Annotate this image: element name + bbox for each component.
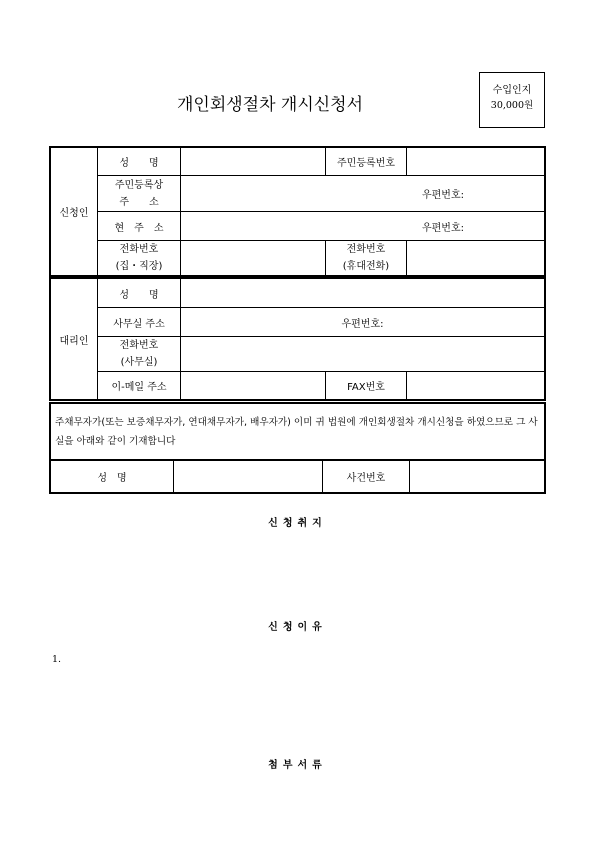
section-reason-heading: 신청이유: [268, 622, 327, 633]
applicant-name-field[interactable]: [181, 148, 326, 176]
agent-email-label: 이-메일 주소: [98, 372, 181, 400]
applicant-table: [50, 147, 545, 276]
statement-name-field[interactable]: [174, 461, 323, 493]
statement-table: [50, 403, 545, 460]
applicant-reg-addr-label: [98, 176, 181, 212]
reason-item-number: 1.: [52, 654, 62, 665]
agent-table: [50, 278, 545, 400]
applicant-reg-addr-field[interactable]: [181, 176, 545, 212]
agent-group-label: 대리인: [51, 279, 98, 400]
agent-email-field[interactable]: [181, 372, 326, 400]
applicant-reg-addr-label-line1: 주민등록상: [114, 179, 164, 191]
page-title: 개인회생절차 개시신청서: [176, 95, 364, 115]
applicant-cur-addr-label: 현 주 소: [98, 212, 181, 241]
section-attachments-heading: 첨부서류: [268, 760, 327, 771]
applicant-rrn-label: 주민등록번호: [326, 148, 407, 176]
applicant-reg-addr-label-line2: 주 소: [119, 196, 159, 208]
stamp-amount: 30,000원: [490, 100, 534, 111]
applicant-mobile-label-line2: (휴대전화): [342, 261, 390, 272]
agent-phone-label-line2: (사무실): [120, 357, 158, 368]
section-purpose-heading: 신청취지: [268, 518, 327, 529]
agent-phone-field[interactable]: [181, 337, 545, 372]
agent-office-addr-field[interactable]: [181, 308, 545, 337]
applicant-cur-addr-field[interactable]: [181, 212, 545, 241]
statement-name-label: 성 명: [51, 461, 174, 493]
agent-name-label: 성 명: [98, 279, 181, 308]
agent-name-field[interactable]: [181, 279, 545, 308]
statement-case-field[interactable]: [410, 461, 545, 493]
agent-phone-label-line1: 전화번호: [119, 340, 159, 351]
applicant-phone-field[interactable]: [181, 241, 326, 276]
agent-zip-label: 우편번호:: [341, 318, 384, 330]
applicant-mobile-label-line1: 전화번호: [346, 244, 386, 255]
applicant-phone-label-line1: 전화번호: [119, 244, 159, 255]
agent-office-addr-label: 사무실 주소: [98, 308, 181, 337]
statement-text: 주채무자가(또는 보증채무자가, 연대채무자가, 배우자가) 이미 귀 법원에 개인회생절차 개시신청을 하였으므로 그 사실을 아래와 같이 기재합니다: [51, 404, 545, 460]
applicant-phone-label: [98, 241, 181, 276]
stamp-label: 수입인지: [492, 85, 532, 96]
applicant-zip-label-1: 우편번호:: [421, 190, 464, 201]
case-info-table: [50, 460, 545, 493]
applicant-phone-label-line2: (집・직장): [115, 261, 163, 272]
applicant-zip-label-2: 우편번호:: [421, 222, 464, 234]
agent-fax-label: FAX번호: [326, 372, 407, 400]
statement-case-label: 사건번호: [323, 461, 410, 493]
applicant-mobile-label: [326, 241, 407, 276]
applicant-name-label: 성 명: [98, 148, 181, 176]
applicant-mobile-field[interactable]: [407, 241, 545, 276]
agent-phone-label: [98, 337, 181, 372]
applicant-rrn-field[interactable]: [407, 148, 545, 176]
revenue-stamp-box: [479, 72, 545, 128]
applicant-group-label: 신청인: [51, 148, 98, 276]
agent-fax-field[interactable]: [407, 372, 545, 400]
